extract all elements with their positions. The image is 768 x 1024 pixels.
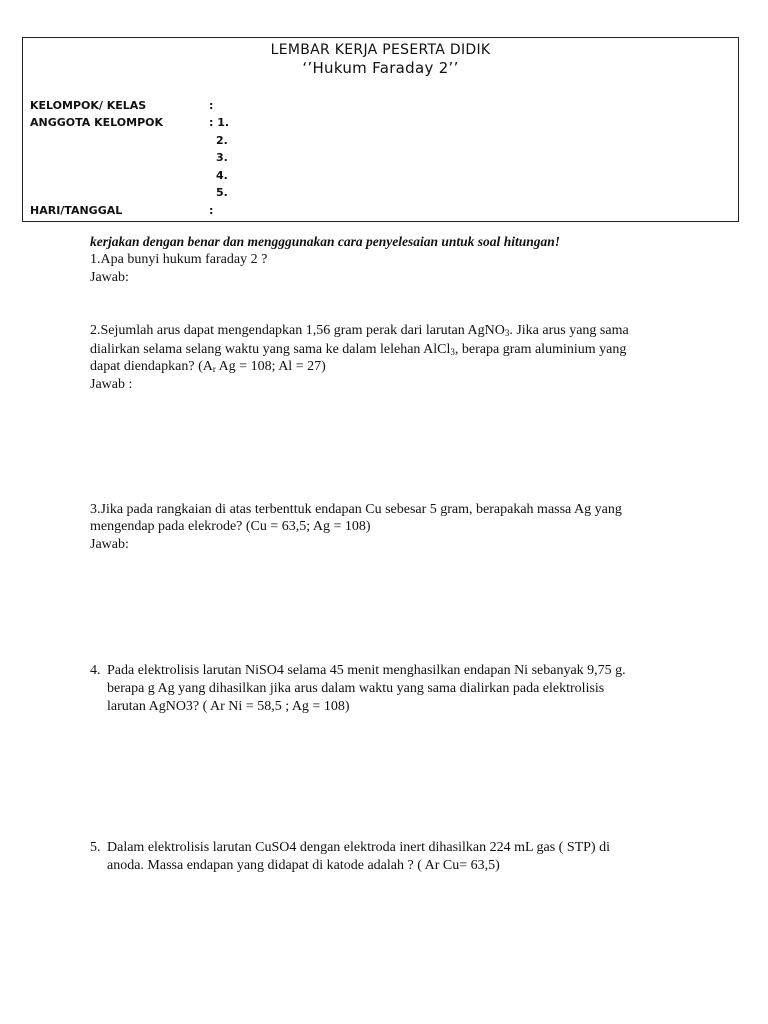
header-box <box>22 37 739 222</box>
hari-value: : <box>209 204 214 217</box>
question-1: 1.Apa bunyi hukum faraday 2 ? <box>90 252 268 267</box>
kelompok-label: KELOMPOK/ KELAS <box>30 99 147 112</box>
anggota-label: ANGGOTA KELOMPOK <box>30 116 164 129</box>
question-4 <box>90 662 730 722</box>
hari-label: HARI/TANGGAL <box>30 204 123 217</box>
question-5 <box>90 839 730 879</box>
answer-label-2: Jawab : <box>90 377 133 392</box>
question-3-line-2: mengendap pada elekrode? (Cu = 63,5; Ag = 108) <box>90 519 371 534</box>
anggota-number-1: : 1. <box>209 116 230 129</box>
question-2-line-2: dialirkan selama selang waktu yang sama ke dalam lelehan AlCl$_3$, berapa gram aluminium yang <box>90 342 627 357</box>
question-5-line-2: anoda. Massa endapan yang didapat di katode adalah ? ( Ar Cu= 63,5) <box>107 858 500 873</box>
question-4-number: 4. <box>90 663 101 678</box>
question-4-line-2: berapa g Ag yang dihasilkan jika arus dalam waktu yang sama dialirkan pada elektrolisis <box>107 681 605 696</box>
anggota-number-4: 4. <box>216 169 228 182</box>
question-4-line-3: larutan AgNO3? ( Ar Ni = 58,5 ; Ag = 108) <box>107 699 350 714</box>
question-5-line-1: Dalam elektrolisis larutan CuSO4 dengan elektroda inert dihasilkan 224 mL gas ( STP) di <box>107 840 610 855</box>
anggota-number-3: 3. <box>216 151 228 164</box>
answer-label-1: Jawab: <box>90 270 129 285</box>
worksheet-title: LEMBAR KERJA PESERTA DIDIK <box>270 42 491 58</box>
anggota-number-2: 2. <box>216 134 228 147</box>
question-5-number: 5. <box>90 840 101 855</box>
instruction: kerjakan dengan benar dan mengggunakan cara penyelesaian untuk soal hitungan! <box>90 234 560 249</box>
question-3-line-1: 3.Jika pada rangkaian di atas terbenttuk endapan Cu sebesar 5 gram, berapakah massa Ag yang <box>90 502 622 517</box>
kelompok-value: : <box>209 99 214 112</box>
anggota-number-5: 5. <box>216 186 228 199</box>
question-2-line-3: dapat diendapkan? ($A_r$ Ag = 108; Al = 27) <box>90 359 326 374</box>
question-4-line-1: Pada elektrolisis larutan NiSO4 selama 45 menit menghasilkan endapan Ni sebanyak 9,75 g. <box>107 663 626 678</box>
answer-label-3: Jawab: <box>90 537 129 552</box>
worksheet-subtitle: ‘’Hukum Faraday 2’’ <box>302 59 459 77</box>
question-2-line-1: 2.Sejumlah arus dapat mengendapkan 1,56 gram perak dari larutan AgNO$_3$. Jika arus yang sama <box>90 323 629 338</box>
